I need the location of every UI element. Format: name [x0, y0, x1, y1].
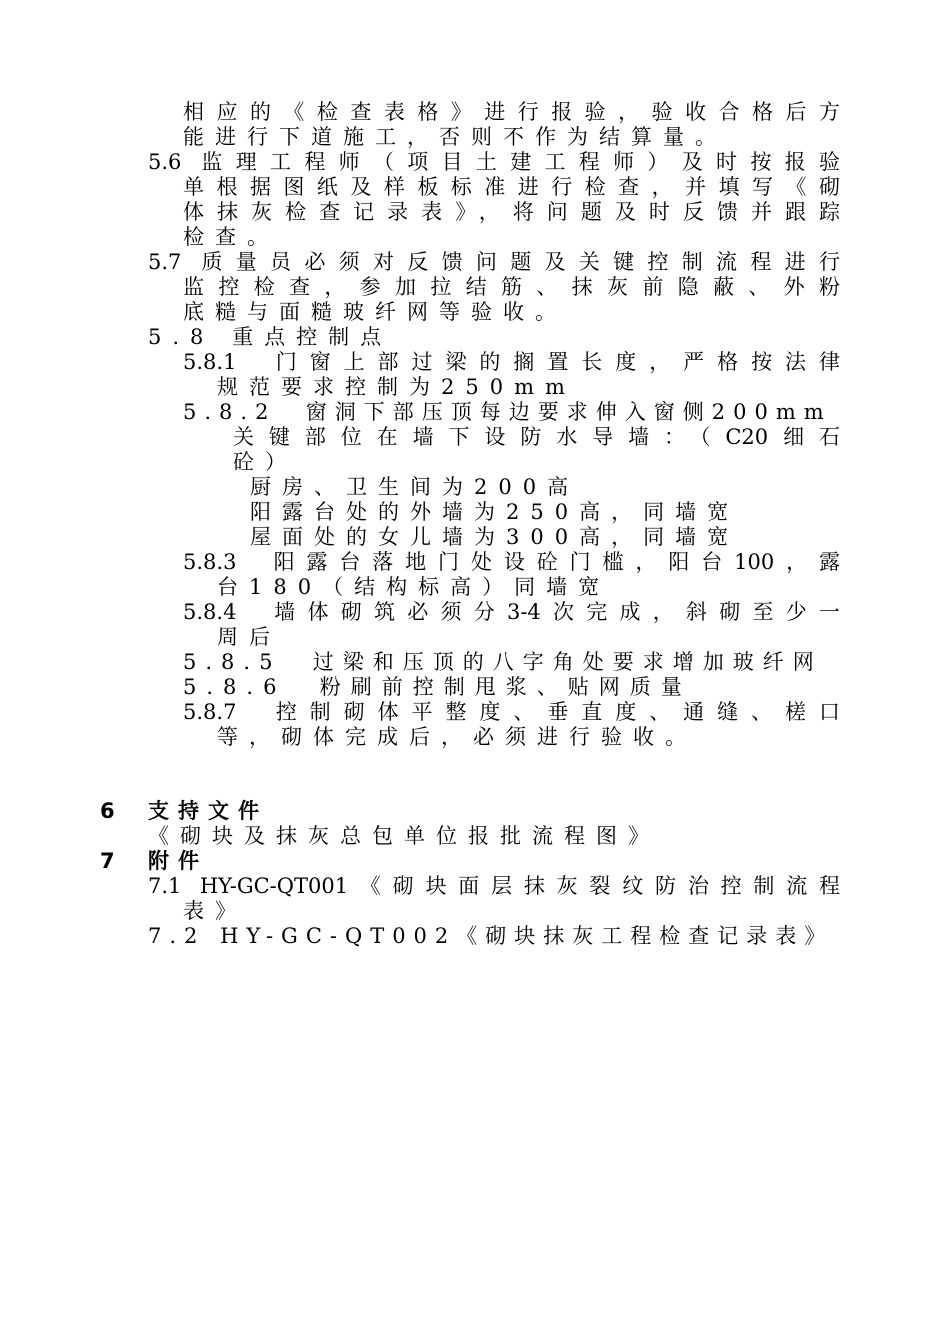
item-5-8-2: 5.8.2 窗洞下部压顶每边要求伸入窗侧200mm — [183, 400, 832, 424]
item-5-8-6: 5.8.6 粉刷前控制甩浆、贴网质量 — [183, 675, 692, 699]
paragraph-line: 台180（结构标高）同墙宽 — [217, 575, 611, 599]
paragraph-line: 厨房、卫生间为200高 — [250, 475, 580, 499]
item-5-8-4: 5.8.4 墙体砌筑必须分3-4次完成，斜砌至少一 — [183, 600, 840, 624]
paragraph-line: 检查。 — [183, 225, 279, 249]
item-5-8-1: 5.8.1 门窗上部过梁的搁置长度，严格按法律 — [183, 350, 840, 374]
item-5-7: 5.7 质量员必须对反馈问题及关键控制流程进行 — [148, 250, 840, 274]
section-6-document: 《砌块及抹灰总包单位报批流程图》 — [148, 824, 660, 848]
item-5-8-5: 5.8.5 过梁和压顶的八字角处要求增加玻纤网 — [183, 650, 823, 674]
paragraph-line: 屋面处的女儿墙为300高，同墙宽 — [250, 525, 740, 549]
attachment-7-2: 7.2 HY-GC-QT002《砌块抹灰工程检查记录表》 — [148, 924, 834, 948]
paragraph-line: 阳露台处的外墙为250高，同墙宽 — [250, 500, 740, 524]
paragraph-line: 砼） — [233, 450, 297, 474]
section-6-title: 支持文件 — [148, 799, 268, 823]
item-5-8-7: 5.8.7 控制砌体平整度、垂直度、通缝、槎口 — [183, 700, 840, 724]
section-7-number: 7 — [100, 849, 115, 873]
paragraph-line: 等，砌体完成后，必须进行验收。 — [217, 725, 697, 749]
paragraph-line: 单根据图纸及样板标准进行检查，并填写《砌 — [183, 175, 840, 199]
attachment-7-1: 7.1 HY-GC-QT001《砌块面层抹灰裂纹防治控制流程 — [148, 874, 840, 898]
item-5-8-title: 5.8 重点控制点 — [148, 325, 393, 349]
paragraph-line: 规范要求控制为250mm — [217, 375, 576, 399]
paragraph-line: 监控检查，参加拉结筋、抹灰前隐蔽、外粉 — [183, 275, 840, 299]
paragraph-line: 体抹灰检查记录表》，将问题及时反馈并跟踪 — [183, 200, 840, 224]
item-5-6: 5.6 监理工程师（项目土建工程师）及时按报验 — [148, 150, 840, 174]
paragraph-line: 底糙与面糙玻纤网等验收。 — [183, 300, 567, 324]
section-6-number: 6 — [100, 799, 115, 823]
paragraph-line: 表》 — [183, 899, 247, 923]
paragraph-line: 周后 — [217, 625, 281, 649]
paragraph-line: 能进行下道施工，否则不作为结算量。 — [183, 125, 727, 149]
paragraph-line: 相应的《检查表格》进行报验，验收合格后方 — [183, 100, 840, 124]
item-5-8-3: 5.8.3 阳露台落地门处设砼门槛，阳台100，露 — [183, 550, 840, 574]
section-7-title: 附件 — [148, 849, 208, 873]
paragraph-line: 关键部位在墙下设防水导墙：（C20细石 — [233, 425, 840, 449]
